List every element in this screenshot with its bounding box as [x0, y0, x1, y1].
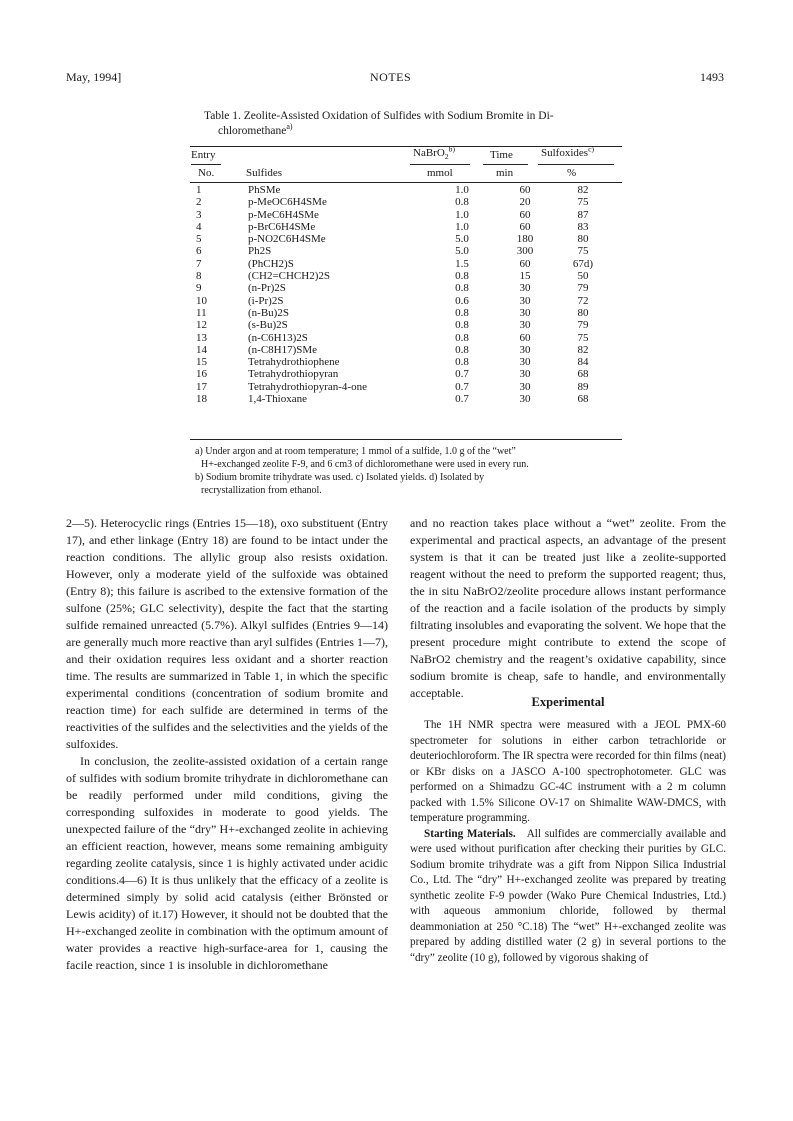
nabro2-amount: 1.5 [455, 257, 469, 270]
sulfide-name: (s-Bu)2S [248, 319, 288, 332]
footnote-d-cont: recrystallization from ethanol. [201, 485, 322, 496]
sulfoxide-yield: 75 [577, 331, 589, 344]
table-row [190, 319, 616, 331]
sulfide-name: Tetrahydrothiopyran-4-one [248, 380, 367, 393]
reaction-time: 60 [519, 331, 531, 344]
table-row [190, 270, 616, 282]
table-bottom-rule [190, 439, 622, 440]
header-sulfoxides [541, 144, 595, 159]
table-row [190, 295, 616, 307]
reaction-time: 30 [519, 368, 531, 381]
nabro2-amount: 0.8 [455, 306, 469, 319]
table-row [190, 245, 616, 257]
table-caption [204, 109, 624, 139]
header-no: No. [198, 167, 215, 179]
entry-no: 14 [196, 343, 207, 356]
table-row [190, 344, 616, 356]
header-nabro2-unit: mmol [427, 167, 453, 179]
reaction-time: 20 [519, 196, 531, 209]
sulfide-name: PhSMe [248, 184, 281, 196]
running-header-section: NOTES [370, 70, 412, 84]
sulfoxide-yield: 80 [577, 233, 589, 246]
sulfoxide-yield: 79 [577, 319, 589, 332]
left-paragraph-2: In conclusion, the zeolite-assisted oxidation of a certain range of sulfides with sodium bromite trihydrate in dichloromethane can be readily performed under mild conditions, giving the corresponding sulfoxides in moderate to good yields. The unexpected failure of the “dry” H+-exchanged zeolite in achieving an efficient reaction, however, means some remaining ambiguity regarding zeolite catalysis, since 1 is highly activated under acidic conditions.4—6) It is thus unlikely that the efficacy of a zeolite is determined simply by solid acid catalysis (either Brönsted or Lewis acidity) of it.17) However, it should not be doubted that the H+-exchanged zeolite in combination with the optimum amount of water provides a reactive high-surface-area for 1, causing the facile reaction, since 1 is insoluble in dichloromethane [66, 754, 388, 972]
footnote-a-cont: H+-exchanged zeolite F-9, and 6 cm3 of dichloromethane were used in every run. [201, 459, 529, 470]
reaction-time: 15 [519, 270, 531, 283]
table-row [190, 196, 616, 208]
entry-no: 7 [196, 257, 202, 270]
sulfide-name: (CH2=CHCH2)2S [248, 270, 330, 283]
entry-no: 13 [196, 331, 207, 344]
sulfide-name: Ph2S [248, 245, 272, 258]
table-caption-text: chloromethane [218, 125, 287, 137]
header-nabro2 [413, 144, 456, 162]
results-table-body [190, 184, 616, 405]
entry-no: 2 [196, 196, 202, 209]
reaction-time: 60 [519, 184, 531, 196]
table-row [190, 282, 616, 294]
nabro2-amount: 0.7 [455, 393, 469, 406]
sulfoxide-yield: 80 [577, 306, 589, 319]
nabro2-amount: 5.0 [455, 233, 469, 246]
sulfoxide-yield: 68 [577, 368, 589, 381]
table-row [190, 332, 616, 344]
header-nabro2-text: NaBrO [413, 147, 445, 159]
table-row [190, 233, 616, 245]
footnote-a: a) Under argon and at room temperature; 1 mmol of a sulfide, 1.0 g of the “wet” [195, 446, 516, 457]
reaction-time: 60 [519, 257, 531, 270]
nabro2-amount: 1.0 [455, 184, 469, 196]
sulfide-name: (n-C6H13)2S [248, 331, 308, 344]
sulfoxide-yield: 87 [577, 208, 589, 221]
reaction-time: 300 [516, 245, 534, 258]
reaction-time: 30 [519, 356, 531, 369]
results-table [190, 184, 616, 405]
experimental-paragraph-2 [410, 827, 726, 967]
entry-no: 11 [196, 306, 207, 319]
nabro2-amount: 1.0 [455, 208, 469, 221]
table-row [190, 393, 616, 405]
reaction-time: 30 [519, 306, 531, 319]
nabro2-amount: 0.8 [455, 356, 469, 369]
sulfide-name: (n-C8H17)SMe [248, 343, 318, 356]
table-caption-line: Table 1. Zeolite-Assisted Oxidation of Sulfides with Sodium Bromite in Di- [204, 110, 554, 122]
entry-no: 18 [196, 393, 207, 406]
table-row [190, 356, 616, 368]
sulfide-name: p-MeOC6H4SMe [248, 196, 327, 209]
left-column [66, 515, 388, 974]
sulfoxide-yield: 79 [577, 282, 589, 295]
header-nabro2-sub: 2 [444, 152, 449, 162]
nabro2-amount: 0.8 [455, 319, 469, 332]
sulfide-name: p-MeC6H4SMe [248, 208, 319, 221]
sulfoxide-yield: 50 [577, 270, 589, 283]
table-row [190, 381, 616, 393]
entry-no: 4 [196, 220, 202, 233]
left-paragraph-1: 2—5). Heterocyclic rings (Entries 15—18), oxo substituent (Entry 17), and ether linkage (Entry 18) are found to be intact under the reaction conditions. The allylic group also resists oxidation. However, only a moderate yield of the sulfoxide was obtained (Entry 8); this failure is ascribed to the extensive formation of the sulfone (25%; GLC selectivity), despite the fact that the starting sulfide remained unreacted (5.7%). Alkyl sulfides (Entries 9—14) are generally much more reactive than aryl sulfides (Entries 1—7), and their oxidation requires less oxidant and a shorter reaction time. The results are summarized in Table 1, in which the specific experimental conditions (concentration of sodium bromite and reaction time) for each sulfide are determined in terms of the reactivities of the sulfides and the selectivities and the yields of the sulfoxides. [66, 516, 388, 751]
entry-no: 12 [196, 319, 207, 332]
sulfide-name: p-BrC6H4SMe [248, 220, 316, 233]
sulfoxide-yield: 82 [577, 343, 589, 356]
sulfide-name: (n-Pr)2S [248, 282, 286, 295]
sulfide-name: 1,4-Thioxane [248, 393, 307, 406]
header-underline-entry [191, 164, 221, 165]
header-underline-nabro2 [410, 164, 470, 165]
nabro2-amount: 0.8 [455, 196, 469, 209]
nabro2-amount: 0.6 [455, 294, 469, 307]
sulfoxide-yield: 67d) [572, 257, 594, 270]
sulfoxide-yield: 72 [577, 294, 589, 307]
header-sulfoxides-text: Sulfoxides [541, 147, 589, 159]
nabro2-amount: 0.7 [455, 368, 469, 381]
reaction-time: 30 [519, 282, 531, 295]
table-row [190, 221, 616, 233]
table-footnotes [195, 445, 625, 497]
entry-no: 1 [196, 184, 202, 196]
nabro2-amount: 0.8 [455, 270, 469, 283]
nabro2-amount: 0.8 [455, 331, 469, 344]
sulfide-name: Tetrahydrothiophene [248, 356, 340, 369]
table-row [190, 184, 616, 196]
entry-no: 6 [196, 245, 202, 258]
page-number: 1493 [700, 70, 724, 84]
header-time-unit: min [496, 167, 514, 179]
table-caption-footnote-mark: a) [286, 122, 293, 132]
entry-no: 3 [196, 208, 202, 221]
nabro2-amount: 0.7 [455, 380, 469, 393]
table-row [190, 209, 616, 221]
header-time: Time [490, 149, 513, 161]
table-caption-line-2 [204, 124, 624, 139]
reaction-time: 180 [516, 233, 534, 246]
section-title: Experimental [531, 695, 605, 709]
header-underline-yield [538, 164, 614, 165]
nabro2-amount: 5.0 [455, 245, 469, 258]
reaction-time: 30 [519, 343, 531, 356]
reaction-time: 30 [519, 380, 531, 393]
experimental-section [410, 718, 726, 966]
entry-no: 8 [196, 270, 202, 283]
sulfide-name: (i-Pr)2S [248, 294, 284, 307]
table-row [190, 307, 616, 319]
experimental-paragraph-1: The 1H NMR spectra were measured with a JEOL PMX-60 spectrometer for solutions in either carbon tetrachloride or deuteriochloroform. The IR spectra were recorded for thin films (neat) or KBr disks on a JASCO A-100 spectrophotometer. GLC was performed on a Shimadzu GC-4C instrument with a 2 m column packed with 1.5% Silicone OV-17 on Shimalite WAW-DMCS, with temperature programming. [410, 719, 726, 824]
reaction-time: 30 [519, 294, 531, 307]
right-column [410, 515, 726, 702]
entry-no: 5 [196, 233, 202, 246]
entry-no: 9 [196, 282, 202, 295]
sulfoxide-yield: 75 [577, 245, 589, 258]
starting-materials-subhead: Starting Materials. [424, 827, 516, 840]
header-entry: Entry [191, 149, 216, 161]
sulfoxide-yield: 68 [577, 393, 589, 406]
sulfide-name: p-NO2C6H4SMe [248, 233, 326, 246]
reaction-time: 30 [519, 319, 531, 332]
header-yield-unit: % [567, 167, 577, 179]
sulfide-name: (PhCH2)S [248, 257, 294, 270]
sulfoxide-yield: 83 [577, 220, 589, 233]
reaction-time: 30 [519, 393, 531, 406]
sulfoxide-yield: 84 [577, 356, 589, 369]
starting-materials-text: All sulfides are commercially available and were used without purification after checking their purities by GLC. Sodium bromite trihydrate was a gift from Nippon Silica Industrial Co., Ltd. The “dry” H+-exchanged zeolite was prepared by treating synthetic zeolite F-9 powder (Wako Pure Chemical Industries, Ltd.) with aqueous ammonium chloride, followed by thermal deammoniation at 250 °C.18) The “wet” H+-exchanged zeolite was prepared by adding distilled water (2 g) in several portions to the “dry” zeolite (10 g), followed by vigorous shaking of [410, 827, 726, 964]
footnote-bcd: b) Sodium bromite trihydrate was used. c) Isolated yields. d) Isolated by [195, 472, 485, 483]
entry-no: 15 [196, 356, 207, 369]
header-underline-time [483, 164, 528, 165]
nabro2-amount: 0.8 [455, 282, 469, 295]
sulfide-name: (n-Bu)2S [248, 306, 289, 319]
running-header-date: May, 1994] [66, 70, 122, 84]
entry-no: 16 [196, 368, 207, 381]
table-row [190, 368, 616, 380]
nabro2-amount: 0.8 [455, 343, 469, 356]
header-sulfides: Sulfides [246, 167, 283, 179]
table-row [190, 258, 616, 270]
entry-no: 17 [196, 380, 207, 393]
nabro2-amount: 1.0 [455, 220, 469, 233]
table-header-rule [190, 182, 622, 183]
entry-no: 10 [196, 294, 207, 307]
sulfoxide-yield: 82 [577, 184, 589, 196]
header-sulfoxides-sup: c) [588, 144, 595, 154]
sulfoxide-yield: 89 [577, 380, 589, 393]
header-nabro2-sup: b) [448, 144, 456, 154]
sulfide-name: Tetrahydrothiopyran [248, 368, 339, 381]
reaction-time: 60 [519, 208, 531, 221]
sulfoxide-yield: 75 [577, 196, 589, 209]
right-paragraph-1: and no reaction takes place without a “wet” zeolite. From the experimental and practical aspects, an advantage of the present system is that it can be treated just like a zeolite-supported reagent without the need to preform the supported reagent; thus, the in situ NaBrO2/zeolite procedure allows instant performance of the reaction and a facile isolation of the products by simply filtrating insolubles and evaporating the solvent. We hope that the present procedure might contribute to extend the scope of NaBrO2 chemistry and the reagent’s oxidative capability, since sodium bromite is cheap, safe to handle, and environmentally acceptable. [410, 516, 726, 700]
reaction-time: 60 [519, 220, 531, 233]
